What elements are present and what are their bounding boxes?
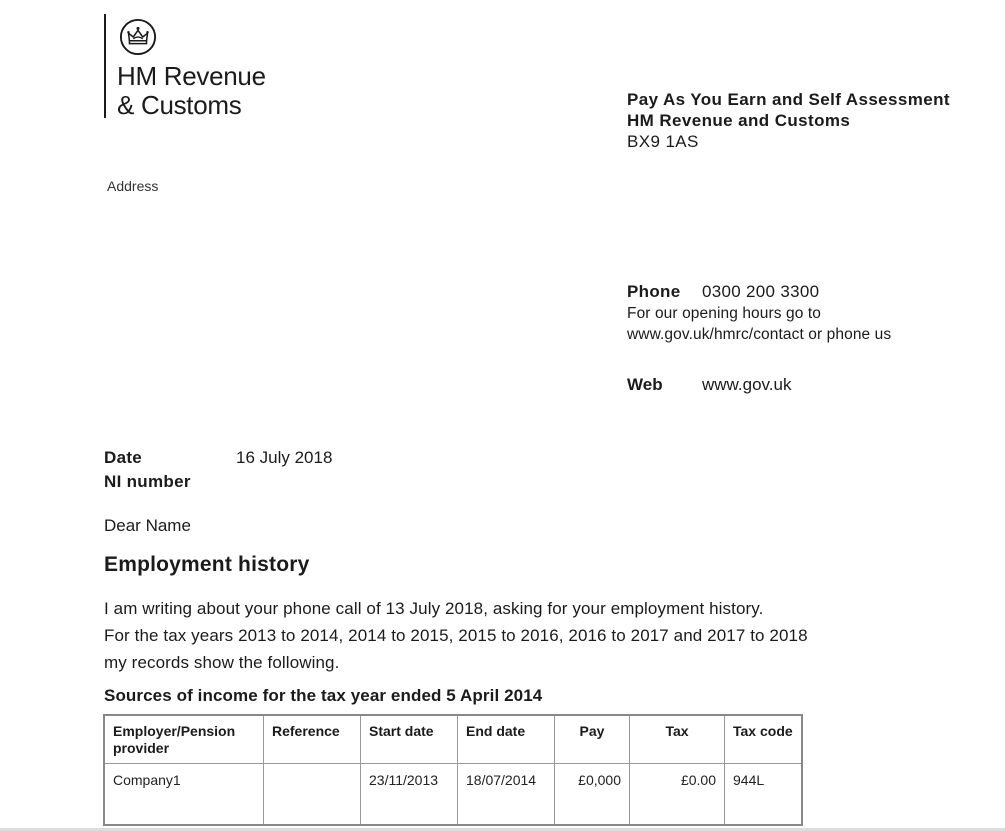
col-tax: Tax [630,715,725,764]
logo-wordmark [117,62,266,120]
recipient-address-label: Address [107,178,159,194]
web-block [627,375,791,395]
table-header-row [104,715,802,764]
body-line-1: I am writing about your phone call of 13 July 2018, asking for your employment history. [104,599,764,618]
web-address: www.gov.uk [702,375,792,394]
return-address-postcode: BX9 1AS [627,132,699,151]
contact-block [627,281,891,345]
letter-body [104,595,808,676]
cell-employer: Company1 [104,764,264,826]
hmrc-logo [104,14,266,120]
royal-crest-icon [119,18,157,56]
cell-pay: £0,000 [555,764,630,826]
phone-label: Phone [627,282,681,301]
body-line-3: my records show the following. [104,653,340,672]
table-heading: Sources of income for the tax year ended 5 April 2014 [104,686,543,705]
web-label: Web [627,375,663,394]
cell-end-date: 18/07/2014 [458,764,555,826]
salutation: Dear Name [104,516,191,535]
cell-reference [264,764,361,826]
body-line-2: For the tax years 2013 to 2014, 2014 to 2015, 2015 to 2016, 2016 to 2017 and 2017 to 2018 [104,626,808,645]
col-reference: Reference [264,715,361,764]
col-end-date: End date [458,715,555,764]
letter-meta [104,446,332,494]
date-value: 16 July 2018 [236,448,333,467]
cell-tax: £0.00 [630,764,725,826]
col-start-date: Start date [361,715,458,764]
date-label: Date [104,448,143,467]
return-address-line-1: Pay As You Earn and Self Assessment [627,90,950,109]
phone-number: 0300 200 3300 [702,282,820,301]
table-row [104,764,802,826]
letter-heading: Employment history [104,553,310,576]
col-employer: Employer/Pension provider [104,715,264,764]
col-tax-code: Tax code [725,715,803,764]
return-address [627,89,950,152]
opening-hours-line-1: For our opening hours go to [627,305,821,322]
opening-hours-line-2: www.gov.uk/hmrc/contact or phone us [627,326,892,343]
logo-line-2: & Customs [117,90,242,120]
logo-line-1: HM Revenue [117,61,266,91]
income-sources-table [103,714,803,826]
col-pay: Pay [555,715,630,764]
cell-start-date: 23/11/2013 [361,764,458,826]
return-address-line-2: HM Revenue and Customs [627,111,851,130]
ni-number-label: NI number [104,472,191,491]
cell-tax-code: 944L [725,764,803,826]
